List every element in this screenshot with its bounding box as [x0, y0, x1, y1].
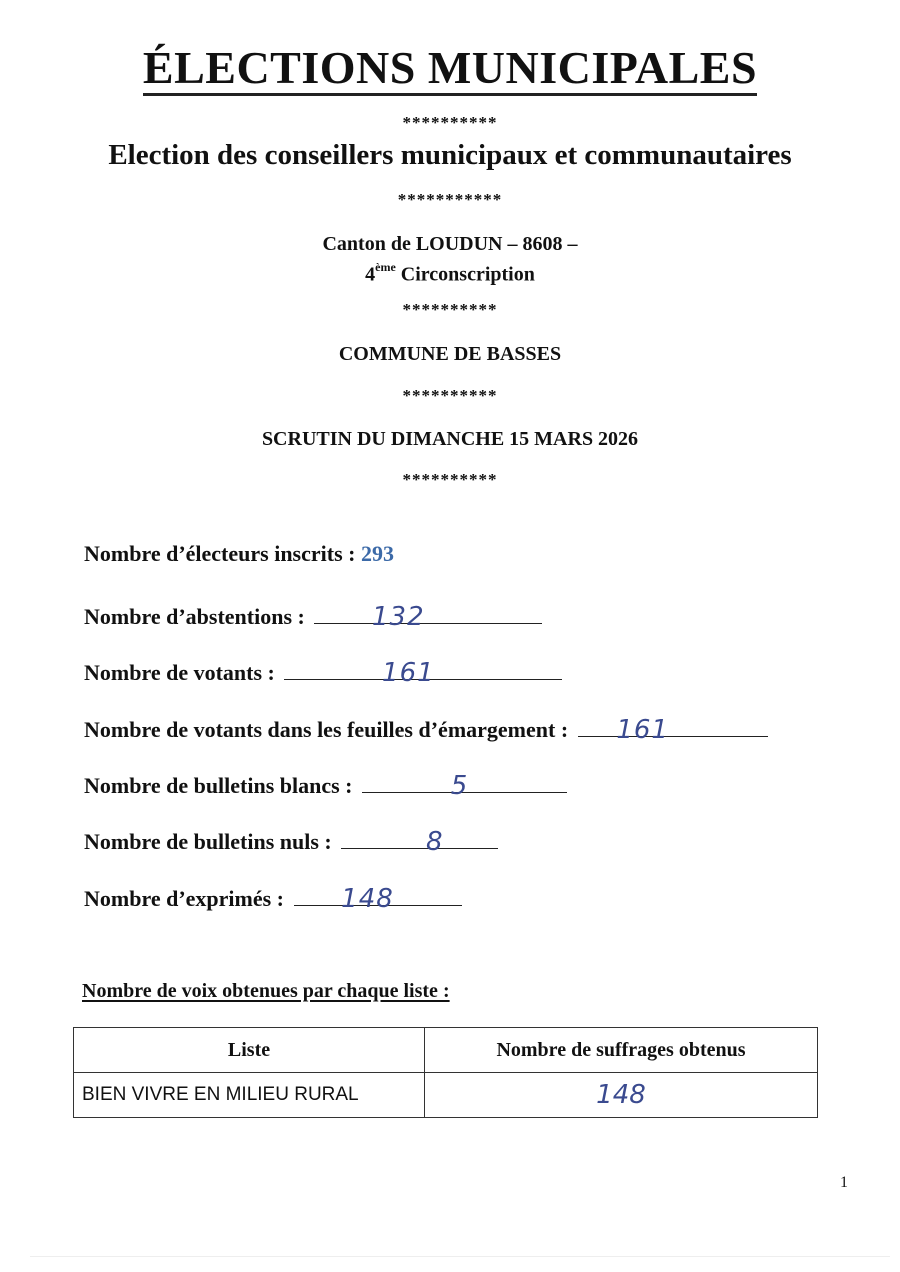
exprimes-value: 148	[341, 884, 394, 914]
circ-sup: ème	[375, 260, 396, 274]
results-section-title: Nombre de voix obtenues par chaque liste :	[82, 980, 450, 1002]
subtitle: Election des conseillers municipaux et communautaires	[108, 139, 792, 171]
nuls-blank	[341, 822, 498, 857]
nuls-label: Nombre de bulletins nuls :	[84, 829, 338, 854]
emargement-value: 161	[616, 715, 669, 745]
exprimes-label: Nombre d’exprimés :	[84, 886, 290, 911]
field-nuls	[84, 822, 498, 856]
inscrits-label: Nombre d’électeurs inscrits :	[84, 541, 361, 566]
separator-stars: ***********	[397, 190, 503, 209]
col-liste-header: Liste	[74, 1028, 425, 1073]
field-abstentions	[84, 597, 542, 631]
blancs-blank	[362, 766, 567, 801]
abstentions-value: 132	[372, 602, 425, 632]
blancs-label: Nombre de bulletins blancs :	[84, 773, 359, 798]
page-number: 1	[840, 1174, 848, 1191]
blancs-value: 5	[450, 771, 469, 801]
separator-stars: **********	[402, 386, 498, 405]
field-votants	[84, 653, 562, 687]
liste-suffrages: 148	[425, 1073, 818, 1118]
liste-name: BIEN VIVRE EN MILIEU RURAL	[74, 1073, 425, 1118]
scan-edge	[30, 1256, 890, 1257]
abstentions-label: Nombre d’abstentions :	[84, 604, 311, 629]
commune: COMMUNE DE BASSES	[338, 343, 562, 365]
canton-line: Canton de LOUDUN – 8608 –	[322, 233, 578, 255]
title-text: ÉLECTIONS MUNICIPALES	[143, 43, 757, 96]
exprimes-blank	[294, 879, 462, 914]
nuls-value: 8	[425, 827, 444, 857]
separator-stars: **********	[402, 300, 498, 319]
field-emargement	[84, 710, 768, 744]
table-header-row	[74, 1028, 818, 1073]
field-exprimes	[84, 879, 462, 913]
field-inscrits	[84, 540, 394, 568]
circ-text: Circonscription	[395, 263, 535, 286]
field-blancs	[84, 766, 567, 800]
votants-value: 161	[382, 658, 435, 688]
abstentions-blank	[314, 597, 542, 632]
votants-blank	[284, 653, 562, 688]
emargement-blank	[578, 710, 768, 745]
circ-number: 4	[365, 263, 376, 286]
separator-stars: **********	[402, 113, 498, 132]
votants-label: Nombre de votants :	[84, 660, 281, 685]
page-title	[0, 40, 900, 96]
inscrits-value: 293	[360, 541, 394, 566]
table-row	[74, 1073, 818, 1118]
scrutin-date: SCRUTIN DU DIMANCHE 15 MARS 2026	[261, 428, 639, 450]
emargement-label: Nombre de votants dans les feuilles d’émargement :	[84, 717, 574, 742]
circonscription-line	[0, 256, 900, 288]
results-table	[73, 1027, 818, 1118]
separator-stars: **********	[402, 470, 498, 489]
col-suffrages-header: Nombre de suffrages obtenus	[425, 1028, 818, 1073]
